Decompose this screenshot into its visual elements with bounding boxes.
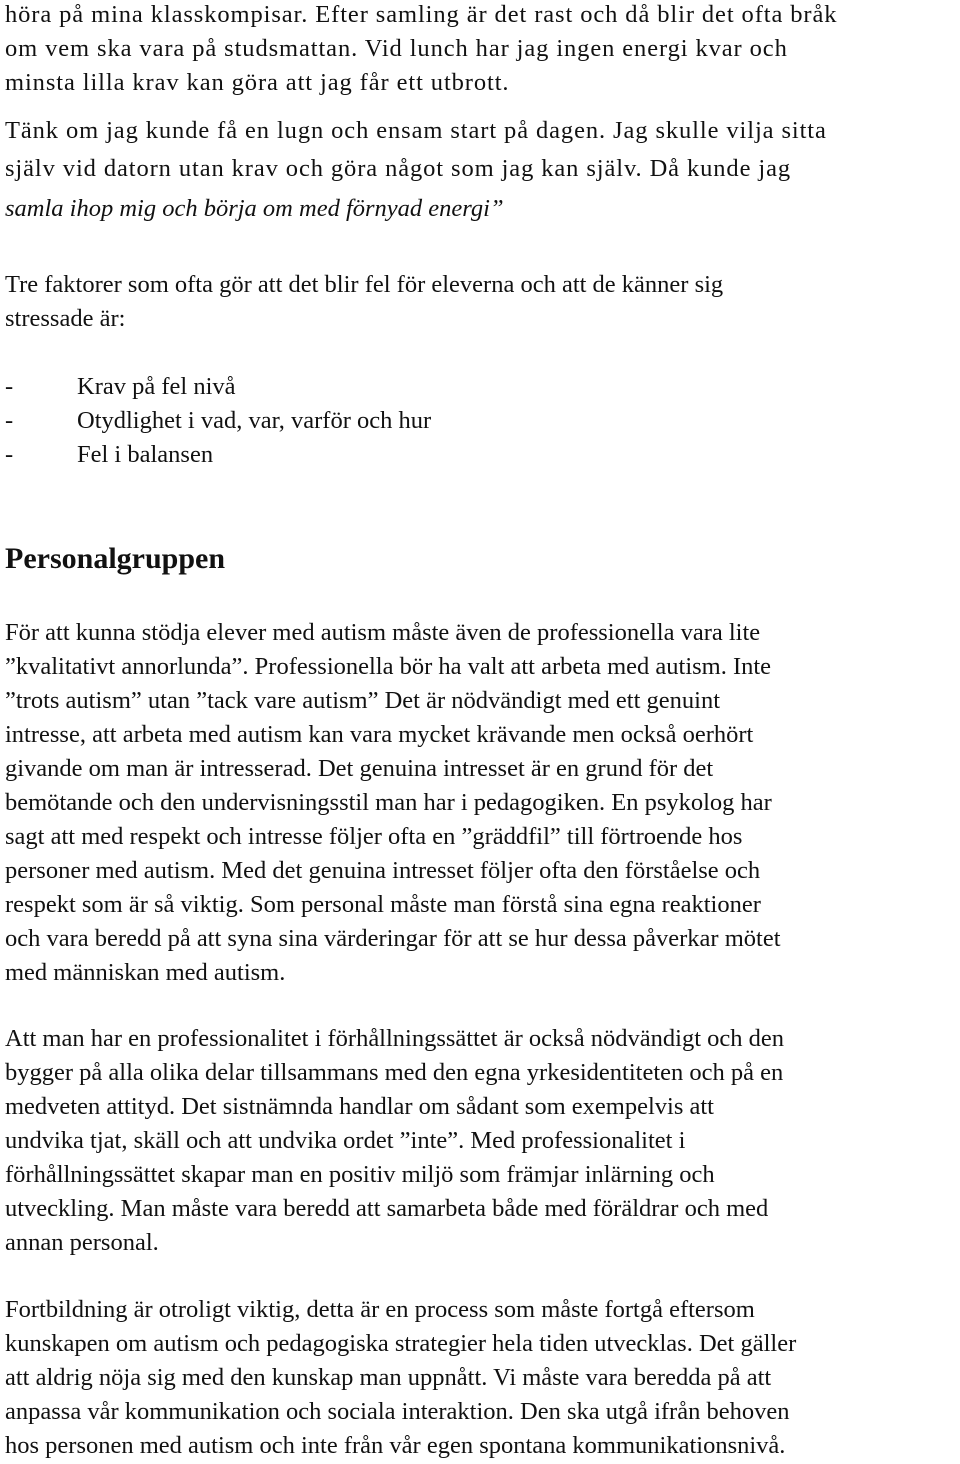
text-line: personer med autism. Med det genuina intresset följer ofta den förståelse och xyxy=(5,857,761,884)
list-item-text: Otydlighet i vad, var, varför och hur xyxy=(77,407,432,434)
text-line: Tänk om jag kunde få en lugn och ensam start på dagen. Jag skulle vilja sitta xyxy=(5,117,827,144)
text-line: att aldrig nöja sig med den kunskap man uppnått. Vi måste vara beredda på att xyxy=(5,1364,772,1391)
text-line: Fortbildning är otroligt viktig, detta är en process som måste fortgå eftersom xyxy=(5,1296,755,1323)
text-line: utveckling. Man måste vara beredd att samarbeta både med föräldrar och med xyxy=(5,1195,769,1222)
list-dash: - xyxy=(5,441,14,468)
list-item xyxy=(5,372,236,402)
text-line: ”kvalitativt annorlunda”. Professionella bör ha valt att arbeta med autism. Inte xyxy=(5,653,772,680)
text-line: om vem ska vara på studsmattan. Vid lunch har jag ingen energi kvar och xyxy=(5,35,788,62)
text-line: själv vid datorn utan krav och göra något som jag kan själv. Då kunde jag xyxy=(5,155,791,182)
list-item-text: Krav på fel nivå xyxy=(77,373,236,400)
section-heading: Personalgruppen xyxy=(5,542,226,575)
list-item xyxy=(5,440,213,470)
text-line: stressade är: xyxy=(5,305,126,332)
text-line: sagt att med respekt och intresse följer ofta en ”gräddfil” till förtroende hos xyxy=(5,823,743,850)
text-line: ”trots autism” utan ”tack vare autism” Det är nödvändigt med ett genuint xyxy=(5,687,721,714)
text-line: förhållningssättet skapar man en positiv miljö som främjar inlärning och xyxy=(5,1161,715,1188)
text-line: bygger på alla olika delar tillsammans med den egna yrkesidentiteten och på en xyxy=(5,1059,784,1086)
text-line: medveten attityd. Det sistnämnda handlar om sådant som exempelvis att xyxy=(5,1093,714,1120)
text-line: För att kunna stödja elever med autism måste även de professionella vara lite xyxy=(5,619,761,646)
text-line: givande om man är intresserad. Det genuina intresset är en grund för det xyxy=(5,755,714,782)
text-line: bemötande och den undervisningsstil man har i pedagogiken. En psykolog har xyxy=(5,789,772,816)
text-line: intresse, att arbeta med autism kan vara mycket krävande men också oerhört xyxy=(5,721,754,748)
text-line: med människan med autism. xyxy=(5,959,286,986)
text-line: hos personen med autism och inte från vår egen spontana kommunikationsnivå. xyxy=(5,1432,786,1459)
text-line: kunskapen om autism och pedagogiska strategier hela tiden utvecklas. Det gäller xyxy=(5,1330,797,1357)
text-line: undvika tjat, skäll och att undvika ordet ”inte”. Med professionalitet i xyxy=(5,1127,686,1154)
text-line: och vara beredd på att syna sina värderingar för att se hur dessa påverkar mötet xyxy=(5,925,781,952)
text-line: annan personal. xyxy=(5,1229,159,1256)
text-line: Tre faktorer som ofta gör att det blir fel för eleverna och att de känner sig xyxy=(5,271,724,298)
text-line: anpassa vår kommunikation och sociala interaktion. Den ska utgå ifrån behoven xyxy=(5,1398,790,1425)
list-item xyxy=(5,406,431,436)
list-dash: - xyxy=(5,373,14,400)
text-line: höra på mina klasskompisar. Efter samling är det rast och då blir det ofta bråk xyxy=(5,1,838,28)
text-line: samla ihop mig och börja om med förnyad energi” xyxy=(5,195,504,222)
text-line: Att man har en professionalitet i förhållningssättet är också nödvändigt och den xyxy=(5,1025,785,1052)
list-item-text: Fel i balansen xyxy=(77,441,214,468)
text-line: respekt som är så viktig. Som personal måste man förstå sina egna reaktioner xyxy=(5,891,761,918)
list-dash: - xyxy=(5,407,14,434)
text-line: minsta lilla krav kan göra att jag får ett utbrott. xyxy=(5,69,510,96)
